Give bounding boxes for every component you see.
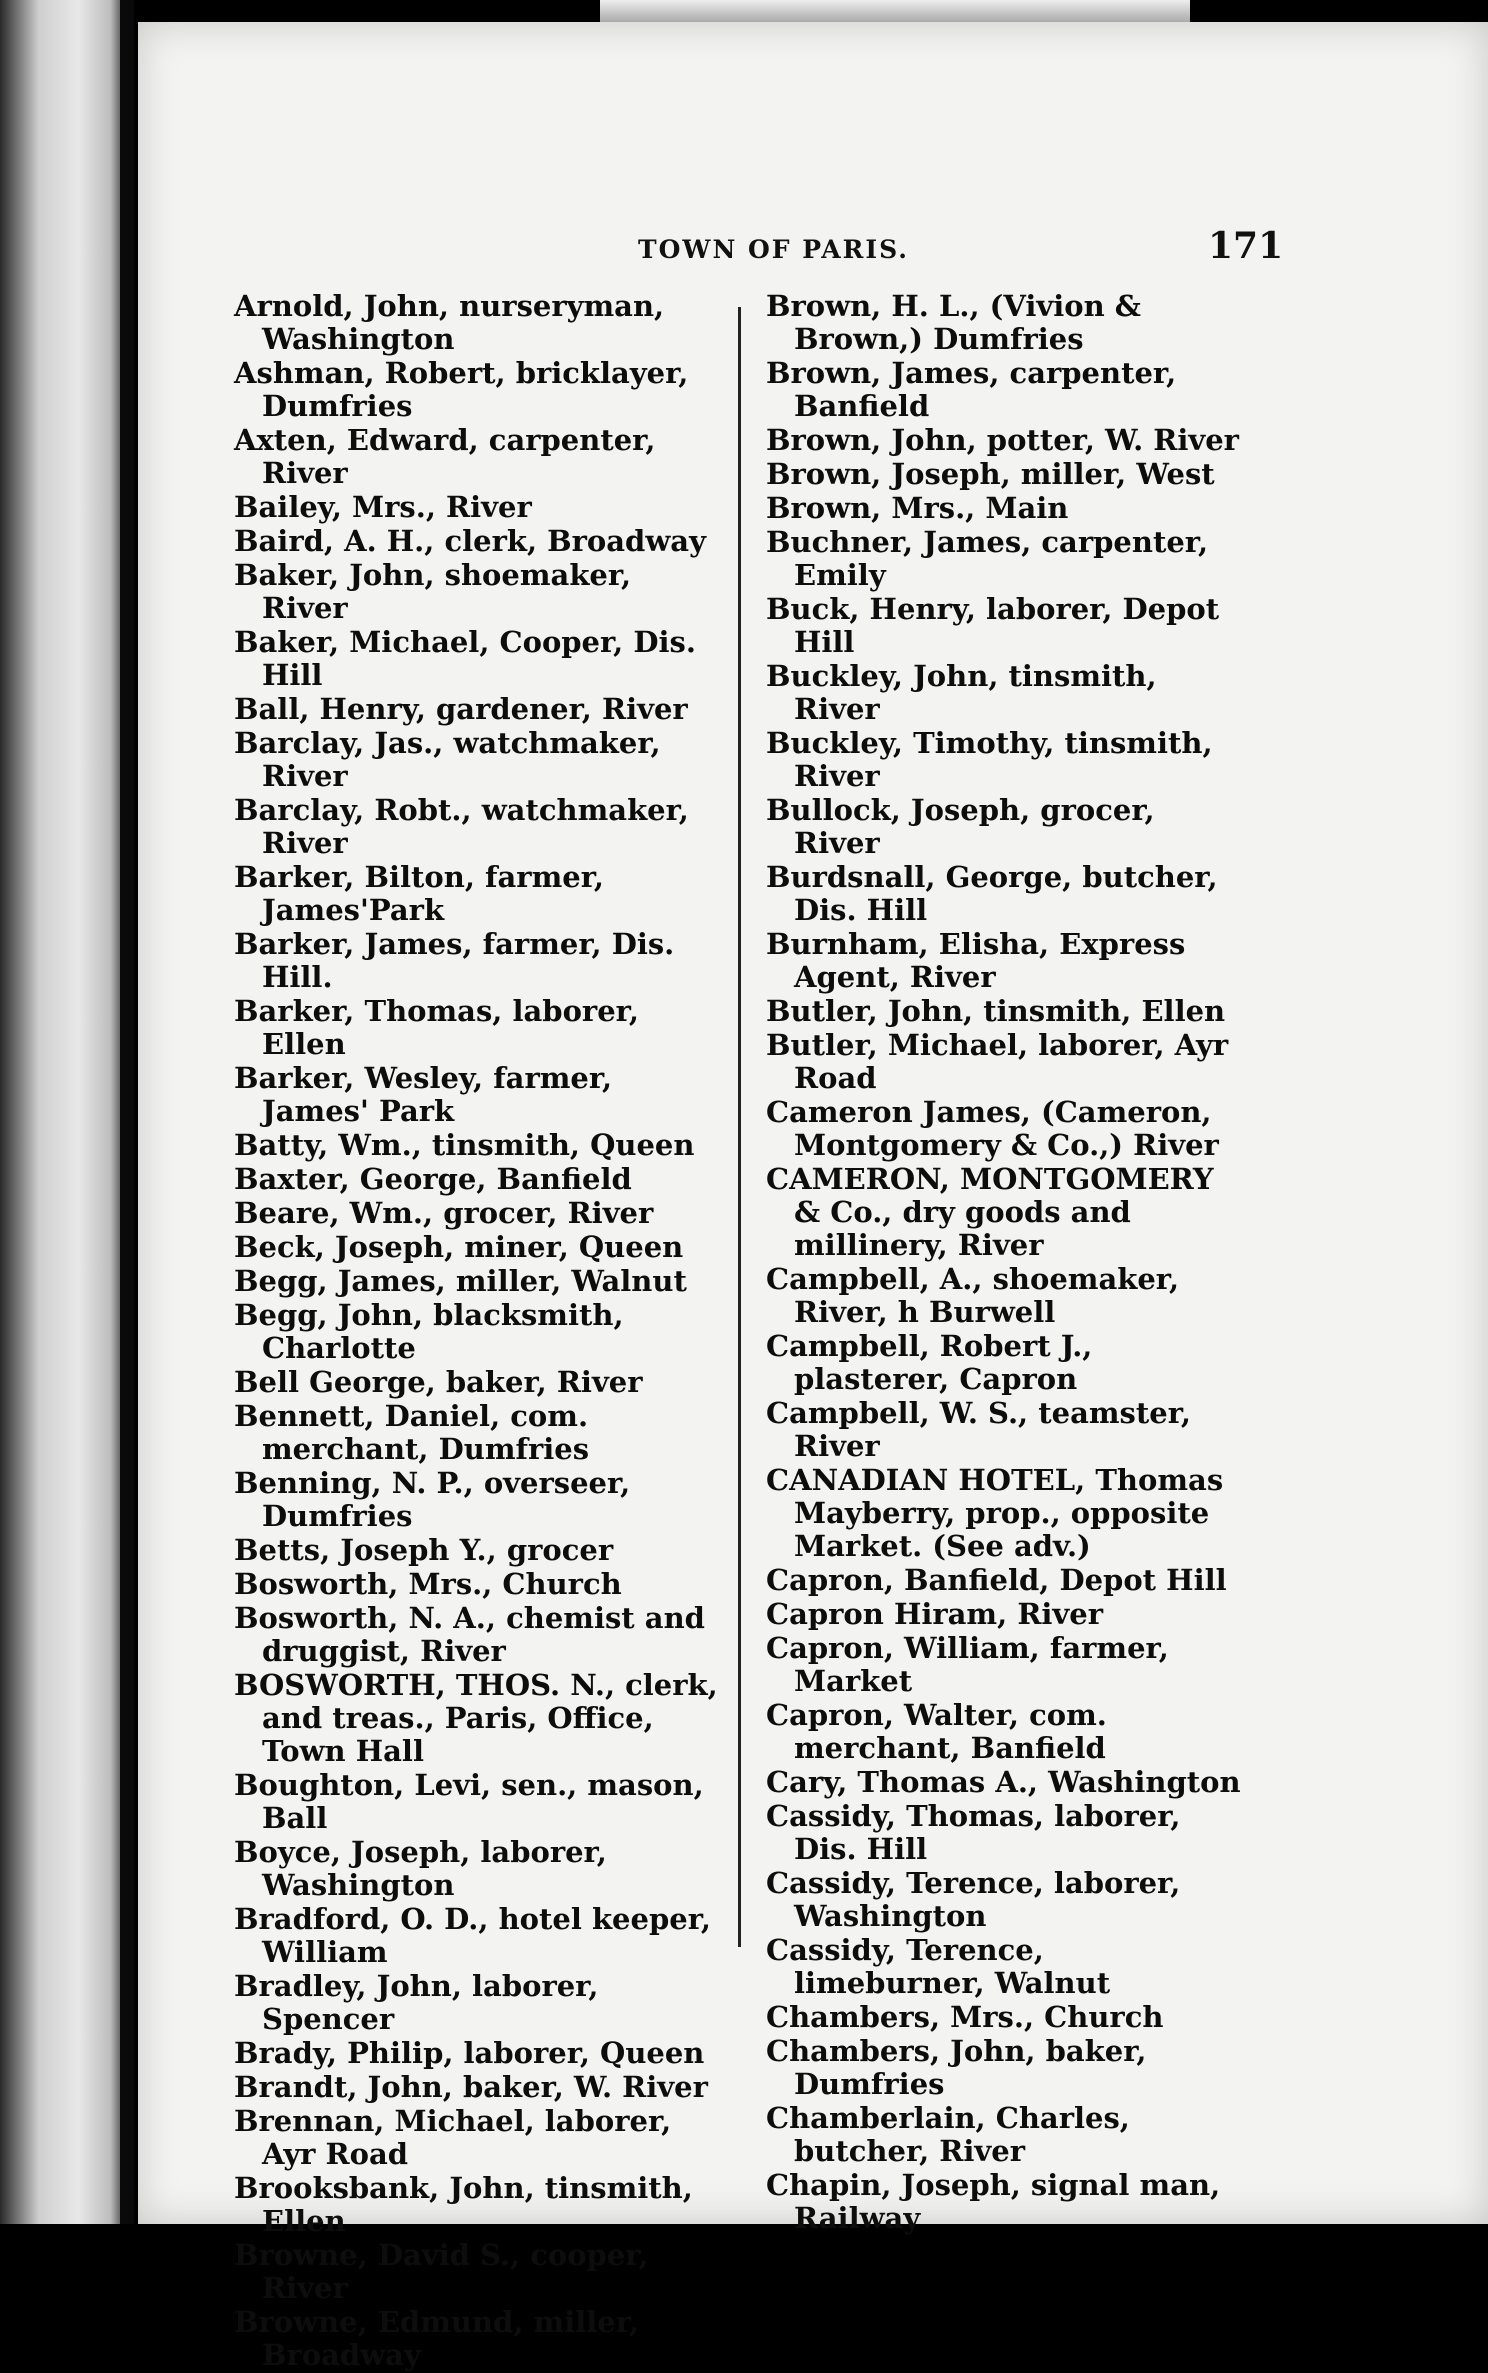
directory-entry: Barker, Bilton, farmer, James'Park	[234, 860, 604, 927]
page-number: 171	[1208, 225, 1284, 267]
directory-entry: Chamberlain, Charles, butcher, River	[766, 2101, 1130, 2168]
running-head: TOWN OF PARIS.	[638, 235, 909, 264]
directory-entry: Betts, Joseph Y., grocer	[234, 1533, 614, 1567]
directory-entry: Barker, James, farmer, Dis. Hill.	[234, 927, 675, 994]
directory-entry: Bell George, baker, River	[234, 1365, 643, 1399]
directory-entry: Cassidy, Terence, laborer, Washington	[766, 1866, 1181, 1933]
directory-entry: Brady, Philip, laborer, Queen	[234, 2036, 705, 2070]
directory-entry: Browne, David S., cooper, River	[234, 2238, 649, 2305]
directory-entry: Brown, John, potter, W. River	[766, 423, 1239, 457]
directory-entry: Bennett, Daniel, com. merchant, Dumfries	[234, 1399, 590, 1466]
directory-entry: Boughton, Levi, sen., mason, Ball	[234, 1768, 704, 1835]
binding-shadow	[120, 0, 134, 2224]
directory-entry: Baker, Michael, Cooper, Dis. Hill	[234, 625, 696, 692]
directory-entry: Barker, Wesley, farmer, James' Park	[234, 1061, 613, 1128]
directory-entry: Baird, A. H., clerk, Broadway	[234, 524, 706, 558]
directory-entry: Buckley, John, tinsmith, River	[766, 659, 1157, 726]
directory-entry: Capron, William, farmer, Market	[766, 1631, 1169, 1698]
right-column	[766, 290, 1241, 2236]
directory-entry: Butler, John, tinsmith, Ellen	[766, 994, 1226, 1028]
directory-entry: Brown, Mrs., Main	[766, 491, 1069, 525]
directory-entry: Brown, H. L., (Vivion & Brown,) Dumfries	[766, 289, 1141, 356]
directory-entry: BOSWORTH, THOS. N., clerk, and treas., Paris, Office, Town Hall	[234, 1668, 718, 1768]
directory-entry: Baker, John, shoemaker, River	[234, 558, 632, 625]
directory-entry: Butler, Michael, laborer, Ayr Road	[766, 1028, 1229, 1095]
directory-entry: Cary, Thomas A., Washington	[766, 1765, 1241, 1799]
directory-entry: Chambers, Mrs., Church	[766, 2000, 1164, 2034]
directory-entry: Barclay, Robt., watchmaker, River	[234, 793, 689, 860]
directory-entry: Brown, Joseph, miller, West	[766, 457, 1215, 491]
scan-top-edge	[600, 0, 1190, 22]
directory-entry: Brandt, John, baker, W. River	[234, 2070, 708, 2104]
directory-entry: Capron Hiram, River	[766, 1597, 1104, 1631]
directory-entry: Cameron James, (Cameron, Montgomery & Co.,) River	[766, 1095, 1219, 1162]
directory-entry: Burdsnall, George, butcher, Dis. Hill	[766, 860, 1218, 927]
directory-entry: Buck, Henry, laborer, Depot Hill	[766, 592, 1220, 659]
directory-entry: Beck, Joseph, miner, Queen	[234, 1230, 684, 1264]
directory-entry: Chambers, John, baker, Dumfries	[766, 2034, 1147, 2101]
directory-entry: Bullock, Joseph, grocer, River	[766, 793, 1155, 860]
directory-entry: Ashman, Robert, bricklayer, Dumfries	[234, 356, 689, 423]
left-column	[234, 290, 724, 2373]
directory-entry: Brown, James, carpenter, Banfield	[766, 356, 1177, 423]
directory-entry: Capron, Walter, com. merchant, Banfield	[766, 1698, 1107, 1765]
directory-entry: Ball, Henry, gardener, River	[234, 692, 688, 726]
directory-entry: Brooksbank, John, tinsmith, Ellen	[234, 2171, 693, 2238]
directory-entry: Campbell, A., shoemaker, River, h Burwell	[766, 1262, 1180, 1329]
directory-entry: Campbell, W. S., teamster, River	[766, 1396, 1191, 1463]
directory-entry: Beare, Wm., grocer, River	[234, 1196, 654, 1230]
directory-entry: Bosworth, N. A., chemist and druggist, River	[234, 1601, 705, 1668]
directory-entry: Burnham, Elisha, Express Agent, River	[766, 927, 1186, 994]
directory-entry: Buckley, Timothy, tinsmith, River	[766, 726, 1213, 793]
directory-entry: Boyce, Joseph, laborer, Washington	[234, 1835, 607, 1902]
directory-entry: Axten, Edward, carpenter, River	[234, 423, 656, 490]
directory-entry: Barker, Thomas, laborer, Ellen	[234, 994, 639, 1061]
directory-entry: Benning, N. P., overseer, Dumfries	[234, 1466, 631, 1533]
directory-entry: Cassidy, Thomas, laborer, Dis. Hill	[766, 1799, 1181, 1866]
directory-entry: Barclay, Jas., watchmaker, River	[234, 726, 661, 793]
directory-entry: Campbell, Robert J., plasterer, Capron	[766, 1329, 1093, 1396]
directory-entry: Bradford, O. D., hotel keeper, William	[234, 1902, 711, 1969]
page-header	[138, 207, 1488, 267]
directory-entry: Buchner, James, carpenter, Emily	[766, 525, 1209, 592]
directory-entry: Batty, Wm., tinsmith, Queen	[234, 1128, 695, 1162]
directory-entry: Cassidy, Terence, limeburner, Walnut	[766, 1933, 1111, 2000]
directory-entry: Brennan, Michael, laborer, Ayr Road	[234, 2104, 672, 2171]
directory-entry: Chapin, Joseph, signal man, Railway	[766, 2168, 1221, 2235]
directory-entry: Browne, Edmund, miller, Broadway	[234, 2305, 639, 2372]
directory-entry: Bailey, Mrs., River	[234, 490, 532, 524]
directory-entry: Begg, James, miller, Walnut	[234, 1264, 687, 1298]
directory-entry: Bradley, John, laborer, Spencer	[234, 1969, 599, 2036]
adjacent-page-edge	[0, 0, 130, 2224]
directory-entry: Begg, John, blacksmith, Charlotte	[234, 1298, 624, 1365]
directory-page	[138, 22, 1488, 2372]
column-divider	[738, 307, 741, 1947]
directory-entry: CANADIAN HOTEL, Thomas Mayberry, prop., opposite Market. (See adv.)	[766, 1463, 1224, 1563]
directory-entry: Capron, Banfield, Depot Hill	[766, 1563, 1227, 1597]
directory-entry: CAMERON, MONTGOMERY & Co., dry goods and millinery, River	[766, 1162, 1214, 1262]
directory-entry: Baxter, George, Banfield	[234, 1162, 632, 1196]
directory-entry: Bosworth, Mrs., Church	[234, 1567, 622, 1601]
directory-entry: Arnold, John, nurseryman, Washington	[234, 289, 665, 356]
